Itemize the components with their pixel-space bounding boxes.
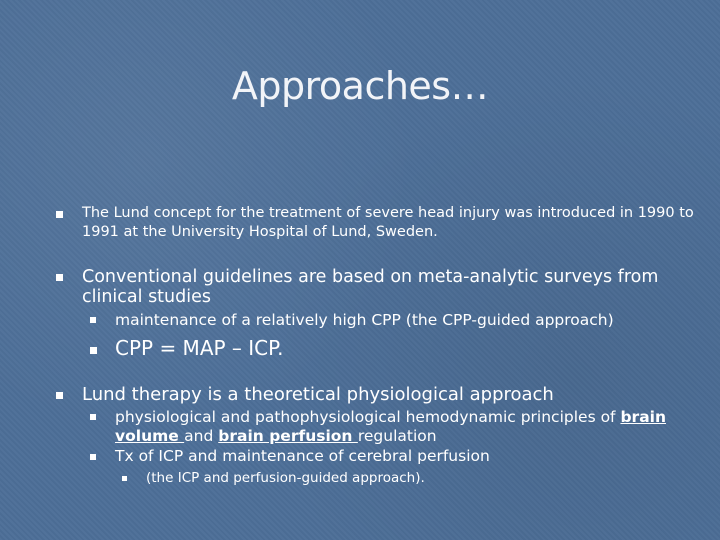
underlined-term-brain-volume: brain volume: [115, 408, 666, 445]
sub-bullet-cpp-guided: maintenance of a relatively high CPP (the CPP-guided approach): [115, 311, 614, 329]
bullet-marker: [56, 392, 63, 399]
bullet-marker: [90, 317, 96, 323]
bullet-marker: [56, 274, 63, 281]
bullet-lund-therapy: Lund therapy is a theoretical physiological approach: [82, 384, 554, 405]
bullet-marker: [122, 476, 127, 481]
text-span: and: [184, 427, 219, 445]
bullet-conventional-guidelines: Conventional guidelines are based on meta-analytic surveys from clinical studies: [82, 267, 659, 307]
text-span: physiological and pathophysiological hemodynamic principles of: [115, 408, 621, 426]
sub-sub-bullet-icp-perfusion-guided: (the ICP and perfusion-guided approach).: [146, 470, 425, 486]
sub-bullet-icp-treatment: Tx of ICP and maintenance of cerebral perfusion: [115, 447, 490, 465]
bullet-marker: [56, 211, 63, 218]
bullet-lund-concept: The Lund concept for the treatment of severe head injury was introduced in 1990 to 1991 at the University Hospital of Lund, Sweden.: [82, 205, 694, 240]
bullet-marker: [90, 347, 97, 354]
underlined-term-brain-perfusion: brain perfusion: [218, 427, 358, 445]
text-span: regulation: [357, 427, 437, 445]
bullet-marker: [90, 454, 96, 460]
sub-bullet-cpp-formula: CPP = MAP – ICP.: [115, 336, 284, 360]
sub-bullet-hemodynamic-principles: [115, 408, 690, 446]
slide-title: Approaches…: [231, 64, 489, 108]
bullet-marker: [90, 414, 96, 420]
